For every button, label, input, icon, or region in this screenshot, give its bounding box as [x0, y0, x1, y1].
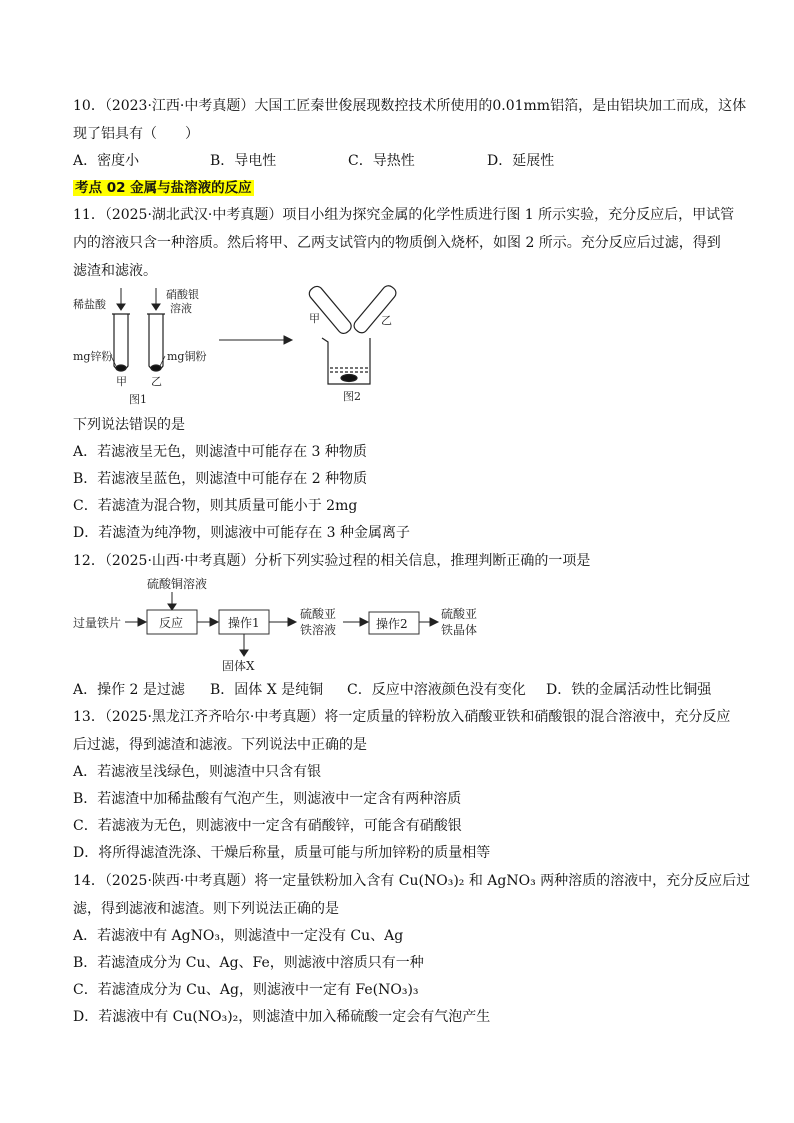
- q10-option-c: C．导热性: [348, 153, 415, 169]
- arrow-right-icon: [343, 618, 368, 626]
- arrow-down-icon: [168, 592, 176, 610]
- flow-react: 反应: [159, 616, 184, 630]
- label-fig2: 图2: [343, 390, 361, 403]
- q11-option-d: D．若滤渣为纯净物，则滤液中可能存在 3 种金属离子: [73, 525, 411, 541]
- flow-crystal-2: 铁晶体: [441, 623, 478, 637]
- q11-option-c: C．若滤渣为混合物，则其质量可能小于 2mg: [73, 498, 358, 514]
- q12-option-d: D．铁的金属活动性比铜强: [546, 682, 712, 698]
- q14-option-b: B．若滤渣成分为 Cu、Ag、Fe，则滤液中溶质只有一种: [73, 955, 424, 971]
- label-fig2-yi: 乙: [381, 314, 392, 327]
- q13-option-b: B．若滤渣中加稀盐酸有气泡产生，则滤液中一定含有两种溶质: [73, 791, 462, 807]
- q10-option-d: D．延展性: [487, 153, 555, 169]
- label-zn: mg锌粉: [73, 350, 113, 363]
- q13-stem-line1: 13．（2025·黑龙江齐齐哈尔·中考真题）将一定质量的锌粉放入硝酸亚铁和硝酸银的混合溶液中，充分反应: [73, 709, 731, 725]
- q10-stem-line2: 现了铝具有（ ）: [73, 126, 199, 142]
- q10-stem-line1: 10．（2023·江西·中考真题）大国工匠秦世俊展现数控技术所使用的0.01mm铝箔，是由铝块加工而成，这体: [73, 98, 747, 114]
- label-hcl: 稀盐酸: [73, 298, 106, 311]
- label-cu: mg铜粉: [167, 350, 207, 363]
- label-agno3-2: 溶液: [170, 302, 192, 315]
- label-agno3-1: 硝酸银: [166, 288, 199, 301]
- q13-option-c: C．若滤液为无色，则滤液中一定含有硝酸锌，可能含有硝酸银: [73, 818, 462, 834]
- q13-option-a: A．若滤液呈浅绿色，则滤渣中只含有银: [73, 764, 322, 780]
- q11-question: 下列说法错误的是: [73, 417, 185, 433]
- q11-stem-line3: 滤渣和滤液。: [73, 263, 157, 279]
- q14-option-a: A．若滤液中有 AgNO₃，则滤渣中一定没有 Cu、Ag: [73, 928, 404, 944]
- flow-feso4-1: 硫酸亚: [300, 607, 337, 621]
- q10-option-b: B．导电性: [210, 153, 277, 169]
- q11-stem-line2: 内的溶液只含一种溶质。然后将甲、乙两支试管内的物质倒入烧杯，如图 2 所示。充分反应后过滤，得到: [73, 235, 721, 251]
- q13-option-d: D．将所得滤渣洗涤、干燥后称量，质量可能与所加锌粉的质量相等: [73, 845, 491, 861]
- flow-op2: 操作2: [376, 617, 408, 631]
- flow-feso4-2: 铁溶液: [300, 623, 337, 637]
- q11-option-a: A．若滤液呈无色，则滤渣中可能存在 3 种物质: [73, 444, 367, 460]
- q12-option-a: A．操作 2 是过滤: [73, 682, 185, 698]
- q12-option-b: B．固体 X 是纯铜: [210, 682, 324, 698]
- q14-option-c: C．若滤渣成分为 Cu、Ag，则滤液中一定有 Fe(NO₃)₃: [73, 982, 419, 998]
- arrow-down-icon: [240, 634, 248, 656]
- q14-option-d: D．若滤液中有 Cu(NO₃)₂，则滤渣中加入稀硫酸一定会有气泡产生: [73, 1009, 491, 1025]
- q12-option-c: C．反应中溶液颜色没有变化: [347, 682, 526, 698]
- arrow-right-icon: [197, 618, 218, 626]
- label-jia: 甲: [116, 375, 127, 388]
- flow-iron: 过量铁片: [73, 616, 122, 630]
- q13-stem-line2: 后过滤，得到滤渣和滤液。下列说法中正确的是: [73, 737, 367, 753]
- flow-cuso4: 硫酸铜溶液: [147, 577, 208, 591]
- q10-option-a: A．密度小: [73, 153, 140, 169]
- flow-solid: 固体X: [222, 659, 255, 673]
- flow-op1: 操作1: [228, 616, 260, 630]
- arrow-right-icon: [419, 618, 438, 626]
- section-heading-label: 考点 02 金属与盐溶液的反应: [75, 180, 252, 196]
- q12-stem: 12．（2025·山西·中考真题）分析下列实验过程的相关信息，推理判断正确的一项是: [73, 553, 591, 569]
- arrow-right-icon: [125, 618, 146, 626]
- q11-stem-line1: 11．（2025·湖北武汉·中考真题）项目小组为探究金属的化学性质进行图 1 所示实验，充分反应后，甲试管: [73, 207, 735, 223]
- label-fig2-jia: 甲: [309, 312, 320, 325]
- q11-option-b: B．若滤液呈蓝色，则滤渣中可能存在 2 种物质: [73, 471, 368, 487]
- arrow-right-icon: [269, 618, 296, 626]
- label-fig1: 图1: [129, 393, 147, 406]
- q14-stem-line2: 滤，得到滤液和滤渣。则下列说法正确的是: [73, 901, 339, 917]
- label-yi: 乙: [151, 375, 162, 388]
- flow-crystal-1: 硫酸亚: [441, 607, 478, 621]
- q14-stem-line1: 14．（2025·陕西·中考真题）将一定量铁粉加入含有 Cu(NO₃)₂ 和 AgNO₃ 两种溶质的溶液中，充分反应后过: [73, 873, 751, 889]
